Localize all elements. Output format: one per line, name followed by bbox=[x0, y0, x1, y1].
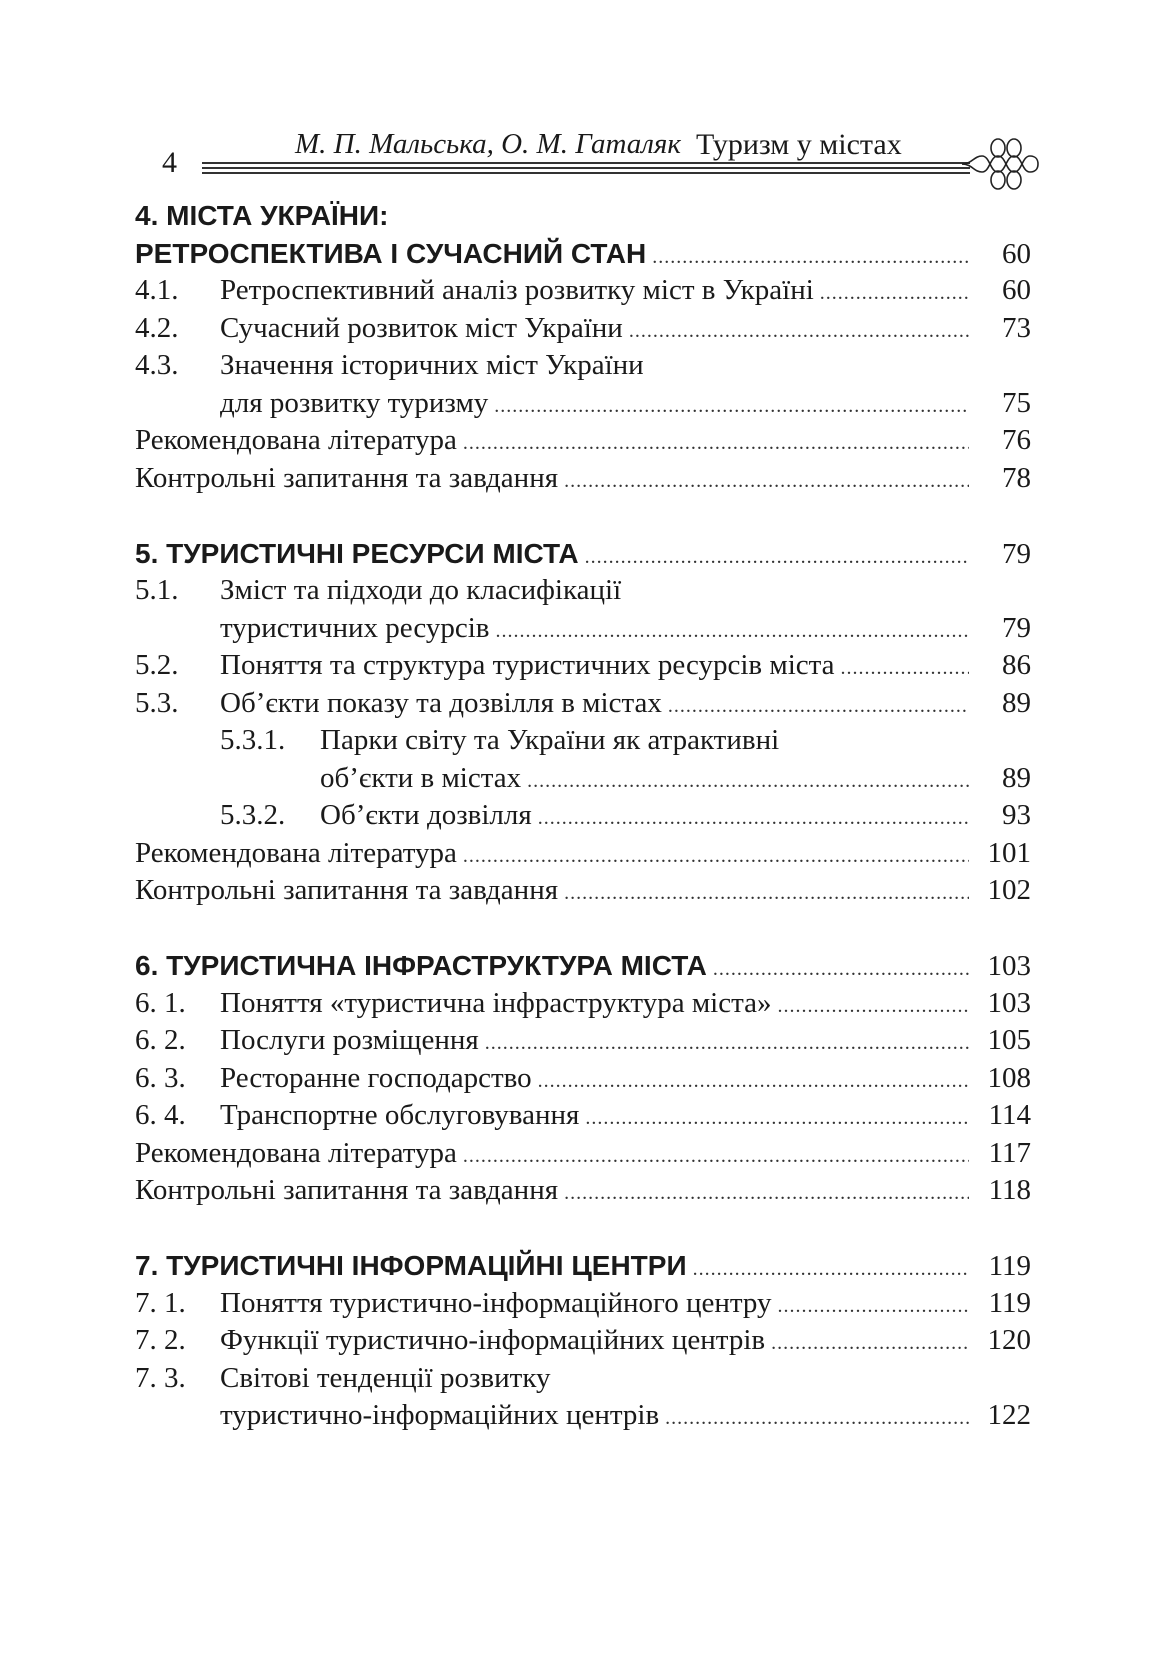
toc-chapter-entry[interactable] bbox=[135, 1247, 1031, 1285]
toc-chapter-entry[interactable] bbox=[135, 197, 1031, 235]
dot-leader bbox=[693, 1251, 969, 1289]
toc-entry[interactable] bbox=[135, 1360, 1031, 1398]
toc-entry[interactable] bbox=[135, 722, 1031, 760]
toc-entry-title: Контрольні запитання та завдання bbox=[135, 461, 559, 494]
section-gap bbox=[135, 910, 1031, 948]
toc-entry[interactable] bbox=[135, 1322, 1031, 1360]
toc-entry[interactable] bbox=[135, 385, 1031, 423]
toc-entry-number: 5.2. bbox=[135, 649, 179, 681]
toc-entry[interactable] bbox=[135, 1285, 1031, 1323]
toc-page-number: 114 bbox=[988, 1099, 1031, 1131]
toc-entry-number: 6. 4. bbox=[135, 1099, 186, 1131]
toc-entry-number: 5.3.2. bbox=[220, 799, 286, 831]
toc-entry-title: Функції туристично-інформаційних центрів bbox=[220, 1324, 766, 1356]
toc-page-number: 108 bbox=[987, 1061, 1031, 1094]
dot-leader bbox=[564, 875, 969, 913]
toc-entry-title: Рекомендована література bbox=[135, 1136, 457, 1169]
toc-entry-number: 7. 3. bbox=[135, 1361, 186, 1394]
table-of-contents bbox=[135, 197, 1031, 1435]
toc-page-number: 103 bbox=[987, 986, 1031, 1019]
toc-entry-title: Контрольні запитання та завдання bbox=[135, 1174, 559, 1206]
toc-page-number: 101 bbox=[987, 836, 1031, 869]
toc-page-number: 119 bbox=[988, 1286, 1031, 1319]
toc-page-number: 122 bbox=[987, 1399, 1031, 1431]
toc-entry-title: 5. ТУРИСТИЧНІ РЕСУРСИ МІСТА bbox=[135, 537, 579, 569]
toc-entry-number: 7. 1. bbox=[135, 1286, 186, 1319]
toc-entry-title: Поняття туристично-інформаційного центру bbox=[220, 1286, 772, 1319]
toc-entry-title: Парки світу та України як атрактивні bbox=[320, 724, 780, 756]
toc-entry-title: 6. ТУРИСТИЧНА ІНФРАСТРУКТУРА МІСТА bbox=[135, 950, 707, 981]
toc-page-number: 86 bbox=[1002, 649, 1031, 681]
toc-entry-number: 7. 2. bbox=[135, 1324, 186, 1356]
toc-chapter-entry[interactable] bbox=[135, 535, 1031, 573]
toc-entry[interactable] bbox=[135, 985, 1031, 1023]
toc-entry[interactable] bbox=[135, 1172, 1031, 1210]
dot-leader bbox=[463, 1138, 969, 1176]
dot-leader bbox=[494, 388, 969, 426]
toc-entry-title: туристично-інформаційних центрів bbox=[220, 1399, 660, 1431]
toc-page-number: 75 bbox=[1002, 386, 1031, 419]
toc-entry-title: Об’єкти дозвілля bbox=[320, 799, 532, 831]
toc-entry-number: 6. 2. bbox=[135, 1024, 186, 1056]
dot-leader bbox=[665, 1400, 969, 1438]
toc-entry[interactable] bbox=[135, 1060, 1031, 1098]
section-gap bbox=[135, 1210, 1031, 1248]
toc-entry[interactable] bbox=[135, 422, 1031, 460]
page-number: 4 bbox=[162, 146, 177, 179]
toc-entry[interactable] bbox=[135, 347, 1031, 385]
toc-page-number: 73 bbox=[1002, 311, 1031, 344]
toc-page-number: 79 bbox=[1002, 537, 1031, 570]
toc-entry-number: 4.2. bbox=[135, 311, 179, 344]
toc-entry[interactable] bbox=[135, 797, 1031, 835]
dot-leader bbox=[463, 425, 969, 463]
dot-leader bbox=[495, 613, 969, 651]
toc-page-number: 79 bbox=[1002, 611, 1031, 644]
dot-leader bbox=[527, 763, 969, 801]
toc-page-number: 105 bbox=[987, 1024, 1031, 1056]
toc-entry-title: Транспортне обслуговування bbox=[220, 1099, 580, 1131]
toc-entry[interactable] bbox=[135, 1135, 1031, 1173]
toc-entry-number: 4.3. bbox=[135, 349, 179, 381]
toc-entry-title: об’єкти в містах bbox=[320, 761, 522, 794]
section-gap bbox=[135, 497, 1031, 535]
toc-page-number: 76 bbox=[1002, 424, 1031, 456]
toc-entry-title: Світові тенденції розвитку bbox=[220, 1361, 551, 1394]
toc-entry[interactable] bbox=[135, 460, 1031, 498]
toc-entry-title: Значення історичних міст України bbox=[220, 349, 644, 381]
toc-entry-title: Послуги розміщення bbox=[220, 1024, 479, 1056]
dot-leader bbox=[463, 838, 969, 876]
dot-leader bbox=[778, 1288, 969, 1326]
toc-entry-title: Поняття «туристична інфраструктура міста» bbox=[220, 986, 772, 1019]
toc-entry-number: 6. 3. bbox=[135, 1061, 186, 1094]
dot-leader bbox=[778, 988, 969, 1026]
toc-page-number: 119 bbox=[988, 1250, 1031, 1282]
toc-entry-title: Ретроспективний аналіз розвитку міст в Україні bbox=[220, 274, 814, 306]
toc-page-number: 118 bbox=[988, 1174, 1031, 1206]
toc-page-number: 103 bbox=[987, 950, 1031, 982]
toc-entry[interactable] bbox=[135, 310, 1031, 348]
header-rule bbox=[202, 172, 970, 174]
toc-page-number: 60 bbox=[1002, 274, 1031, 306]
toc-page-number: 93 bbox=[1002, 799, 1031, 831]
toc-entry-number: 5.3. bbox=[135, 686, 179, 719]
toc-page-number: 117 bbox=[988, 1136, 1031, 1169]
header-rule bbox=[202, 167, 970, 169]
toc-entry[interactable] bbox=[135, 760, 1031, 798]
toc-entry-title: Зміст та підходи до класифікації bbox=[220, 574, 622, 606]
toc-page-number: 89 bbox=[1002, 761, 1031, 794]
toc-entry-number: 5.3.1. bbox=[220, 724, 286, 756]
toc-page-number: 102 bbox=[987, 874, 1031, 906]
toc-entry-title: 4. МІСТА УКРАЇНИ: bbox=[135, 200, 389, 231]
dot-leader bbox=[713, 951, 969, 989]
toc-entry[interactable] bbox=[135, 647, 1031, 685]
toc-entry-number: 6. 1. bbox=[135, 986, 186, 1019]
toc-page-number: 120 bbox=[987, 1324, 1031, 1356]
toc-entry-title: туристичних ресурсів bbox=[220, 611, 490, 644]
toc-entry-title: Об’єкти показу та дозвілля в містах bbox=[220, 686, 662, 719]
toc-entry[interactable] bbox=[135, 835, 1031, 873]
knot-ornament-icon bbox=[960, 134, 1040, 190]
toc-entry[interactable] bbox=[135, 685, 1031, 723]
toc-entry-title: Поняття та структура туристичних ресурсів міста bbox=[220, 649, 835, 681]
toc-chapter-entry[interactable] bbox=[135, 235, 1031, 273]
toc-entry-title: Ресторанне господарство bbox=[220, 1061, 532, 1094]
dot-leader bbox=[668, 688, 969, 726]
header-authors: М. П. Мальська, О. М. Гаталяк bbox=[295, 128, 681, 160]
toc-chapter-entry[interactable] bbox=[135, 947, 1031, 985]
dot-leader bbox=[485, 1025, 969, 1063]
dot-leader bbox=[538, 1063, 969, 1101]
dot-leader bbox=[538, 800, 969, 838]
dot-leader bbox=[841, 650, 969, 688]
toc-entry[interactable] bbox=[135, 272, 1031, 310]
toc-entry-title: Рекомендована література bbox=[135, 424, 457, 456]
dot-leader bbox=[585, 1100, 969, 1138]
toc-page-number: 78 bbox=[1002, 461, 1031, 494]
toc-entry[interactable] bbox=[135, 1397, 1031, 1435]
header-rule bbox=[202, 162, 970, 164]
dot-leader bbox=[585, 539, 969, 577]
toc-entry-title: Сучасний розвиток міст України bbox=[220, 311, 623, 344]
toc-entry-title: 7. ТУРИСТИЧНІ ІНФОРМАЦІЙНІ ЦЕНТРИ bbox=[135, 1250, 687, 1281]
dot-leader bbox=[820, 275, 969, 313]
toc-page-number: 60 bbox=[1002, 237, 1031, 270]
dot-leader bbox=[652, 239, 969, 277]
toc-page-number: 89 bbox=[1002, 686, 1031, 719]
toc-entry-number: 5.1. bbox=[135, 574, 179, 606]
toc-entry-title: РЕТРОСПЕКТИВА І СУЧАСНИЙ СТАН bbox=[135, 237, 647, 269]
toc-entry[interactable] bbox=[135, 872, 1031, 910]
toc-entry-number: 4.1. bbox=[135, 274, 179, 306]
toc-entry[interactable] bbox=[135, 1097, 1031, 1135]
toc-entry[interactable] bbox=[135, 610, 1031, 648]
toc-entry-title: для розвитку туризму bbox=[220, 386, 489, 419]
toc-entry[interactable] bbox=[135, 1022, 1031, 1060]
dot-leader bbox=[564, 1175, 969, 1213]
dot-leader bbox=[629, 313, 969, 351]
toc-entry-title: Рекомендована література bbox=[135, 836, 457, 869]
header-book-title: Туризм у містах bbox=[696, 128, 902, 161]
dot-leader bbox=[771, 1325, 969, 1363]
toc-entry[interactable] bbox=[135, 572, 1031, 610]
toc-entry-title: Контрольні запитання та завдання bbox=[135, 874, 559, 906]
dot-leader bbox=[564, 463, 969, 501]
running-header bbox=[140, 118, 1040, 188]
